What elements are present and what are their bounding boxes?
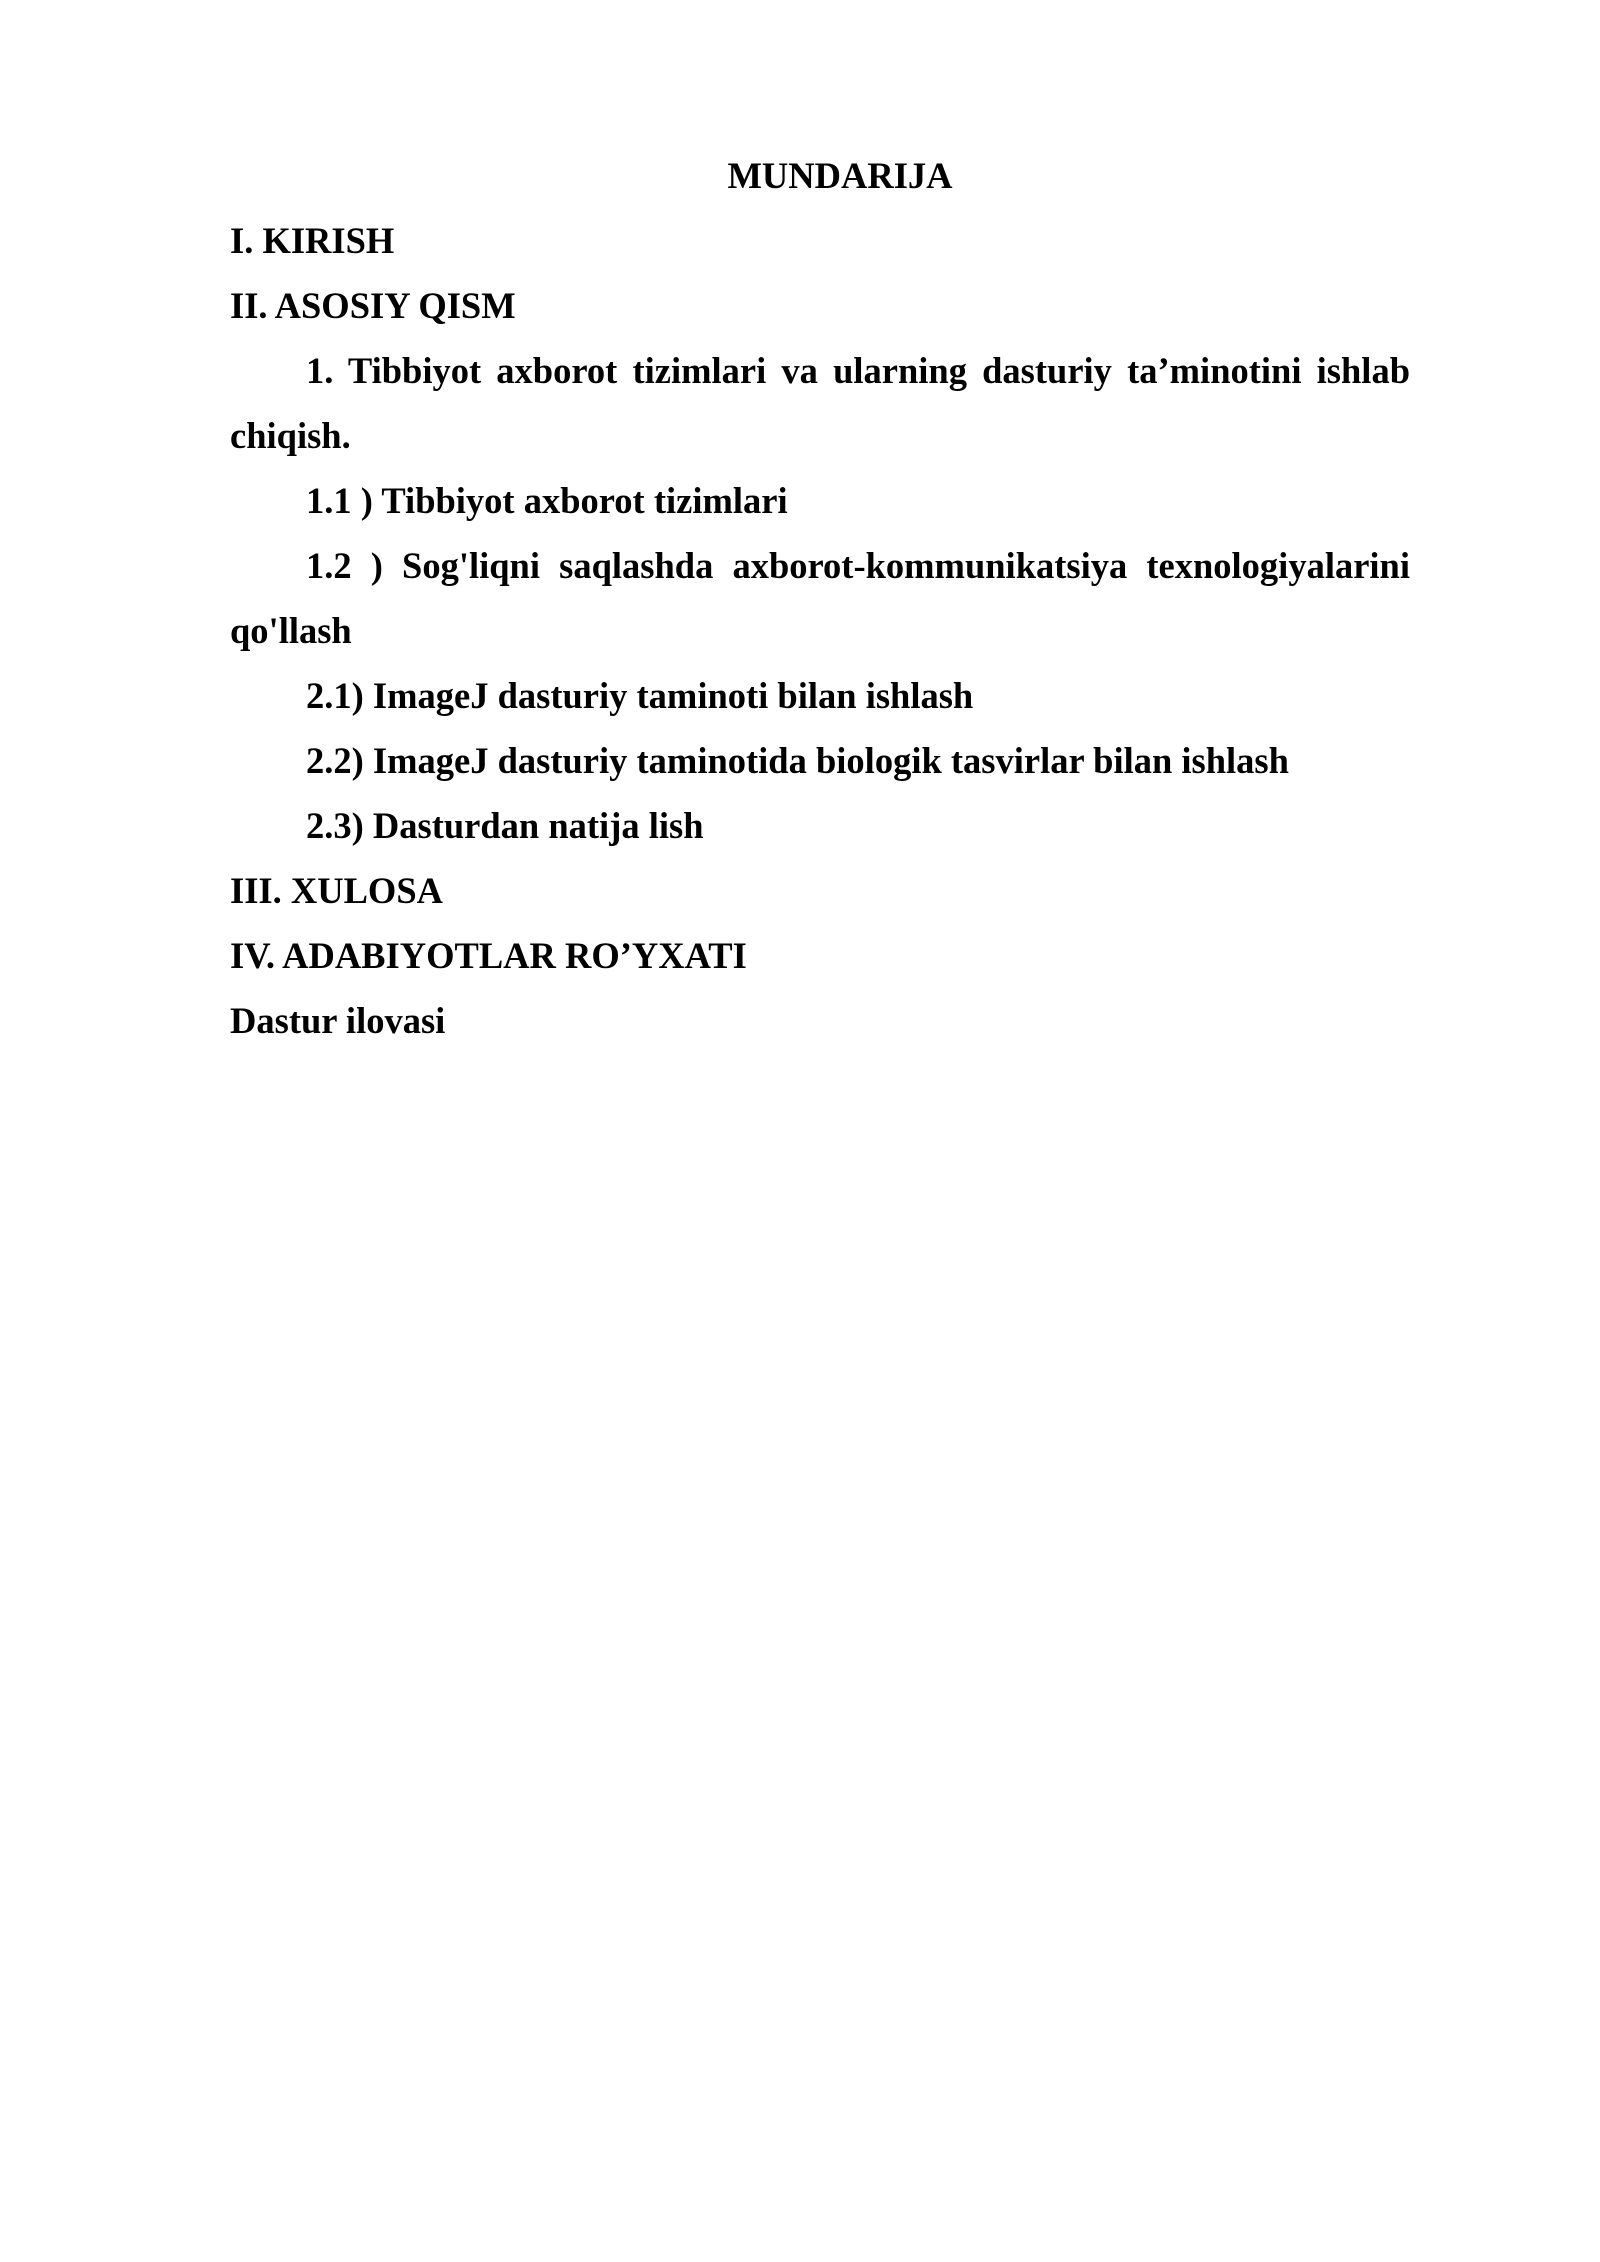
toc-entry-section-1-2-line1: 1.2 ) Sog'liqni saqlashda axborot-kommunikatsiya texnologiyalarini xyxy=(306,545,1410,586)
toc-entry-section-1-1: 1.1 ) Tibbiyot axborot tizimlari xyxy=(306,480,788,521)
toc-entry-section-1-2-line2: qo'llash xyxy=(230,610,352,651)
toc-entry-section-1 xyxy=(230,338,1410,468)
toc-entry-kirish: I. KIRISH xyxy=(230,220,395,261)
toc-entry-section-1-line1: 1. Tibbiyot axborot tizimlari va ularning dasturiy ta’minotini ishlab xyxy=(306,350,1410,391)
toc-entry-xulosa: III. XULOSA xyxy=(230,870,443,911)
toc-title: MUNDARIJA xyxy=(727,155,953,196)
toc-entry-section-2-2: 2.2) ImageJ dasturiy taminotida biologik tasvirlar bilan ishlash xyxy=(306,740,1289,781)
toc-entry-section-2-1: 2.1) ImageJ dasturiy taminoti bilan ishlash xyxy=(306,675,974,716)
toc-entry-dastur-ilovasi: Dastur ilovasi xyxy=(230,1000,446,1041)
toc-entry-adabiyotlar: IV. ADABIYOTLAR RO’YXATI xyxy=(230,935,747,976)
toc-entry-section-1-2 xyxy=(230,533,1410,663)
toc-entry-section-1-line2: chiqish. xyxy=(230,415,351,456)
table-of-contents xyxy=(230,143,1410,1053)
toc-entry-asosiy-qism: II. ASOSIY QISM xyxy=(230,285,516,326)
toc-entry-section-2-3: 2.3) Dasturdan natija lish xyxy=(306,805,704,846)
